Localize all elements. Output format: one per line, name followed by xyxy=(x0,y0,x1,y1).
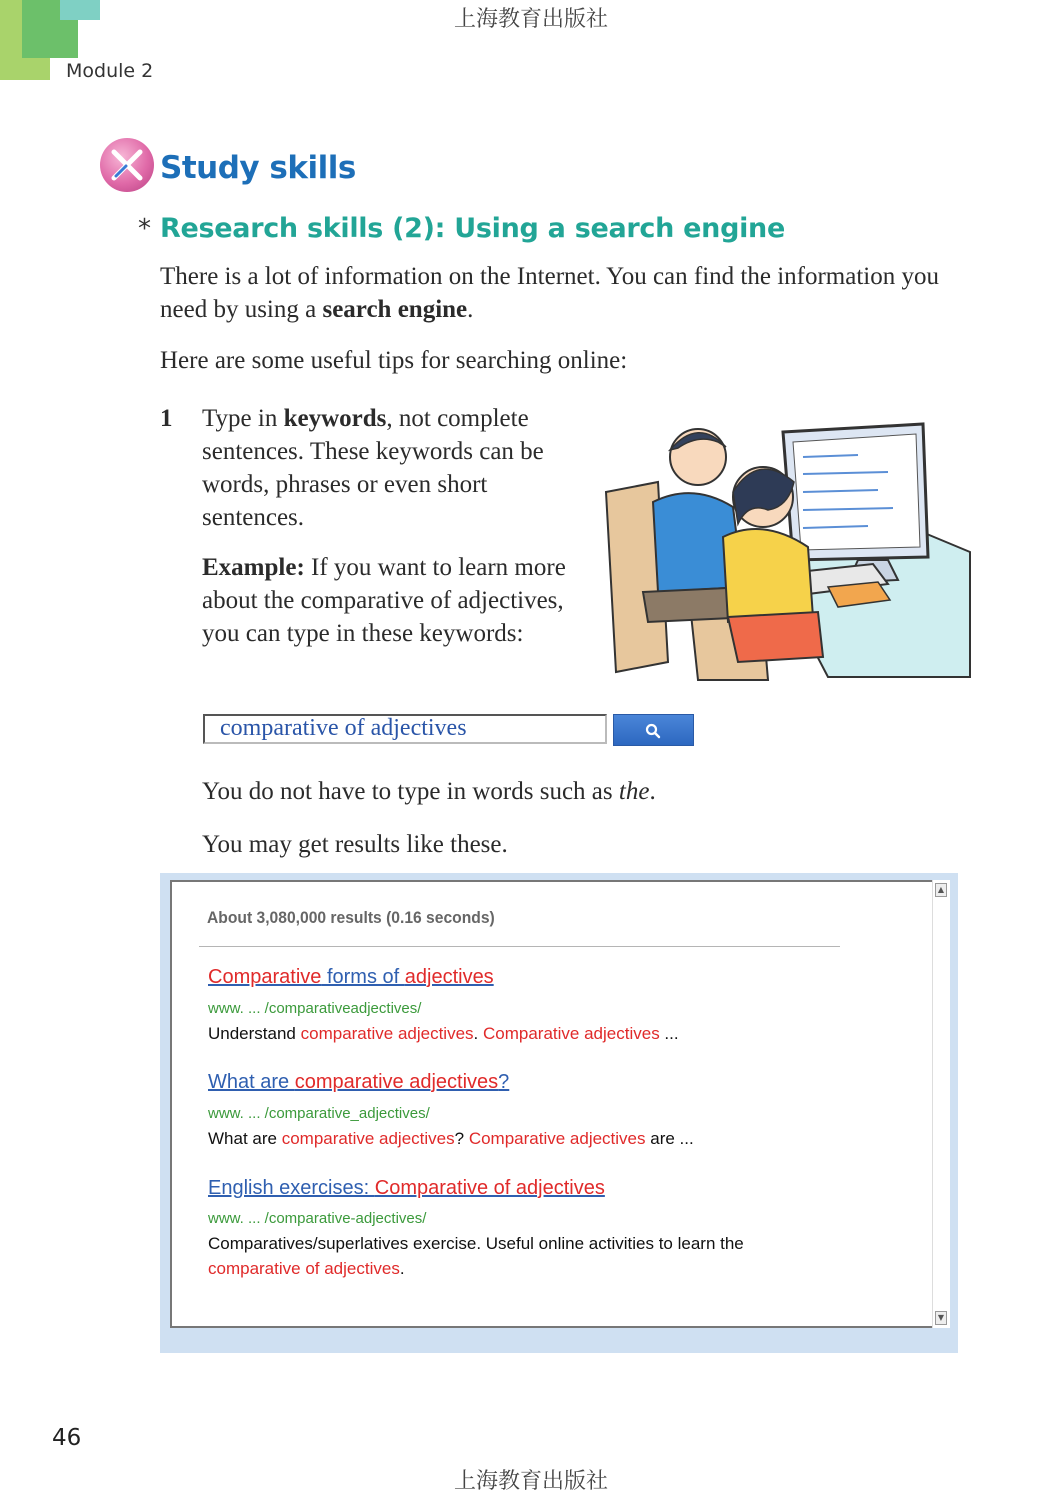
study-skills-title: Study skills xyxy=(160,150,356,186)
module-label: Module 2 xyxy=(66,60,154,82)
example-text: Example: If you want to learn more about the comparative of adjectives, you can type in these keywords: xyxy=(202,554,566,647)
result-title-link[interactable]: English exercises: Comparative of adjectives xyxy=(208,1177,605,1199)
asterisk-mark: * xyxy=(138,214,151,244)
note-no-the: You do not have to type in words such as the. xyxy=(202,778,656,805)
result-url: www. ... /comparative_adjectives/ xyxy=(208,1105,430,1122)
result-description-line2: comparative of adjectives. xyxy=(208,1259,405,1278)
search-button[interactable] xyxy=(613,714,694,746)
header-publisher: 上海教育出版社 xyxy=(453,7,608,32)
result-description: Comparatives/superlatives exercise. Useful online activities to learn the xyxy=(208,1234,744,1253)
section-title: Research skills (2): Using a search engine xyxy=(160,213,785,244)
tips-intro: Here are some useful tips for searching online: xyxy=(160,347,628,374)
result-description: Understand comparative adjectives. Comparative adjectives ... xyxy=(208,1024,679,1043)
divider xyxy=(199,946,840,947)
tip-text: Type in keywords, not complete sentences. These keywords can be words, phrases or even short sentences. xyxy=(202,405,544,531)
tools-icon xyxy=(100,138,154,192)
result-title-link[interactable]: What are comparative adjectives? xyxy=(208,1071,510,1093)
scroll-down-arrow-icon[interactable]: ▼ xyxy=(935,1311,947,1325)
intro-paragraph: There is a lot of information on the Internet. You can find the information you need by using a search engine. xyxy=(160,263,939,323)
result-description: What are comparative adjectives? Comparative adjectives are ... xyxy=(208,1129,694,1148)
scroll-up-arrow-icon[interactable]: ▲ xyxy=(935,883,947,897)
page-number: 46 xyxy=(52,1425,82,1451)
result-url: www. ... /comparative-adjectives/ xyxy=(208,1210,427,1227)
result-title-link[interactable]: Comparative forms of adjectives xyxy=(208,966,494,988)
scrollbar[interactable] xyxy=(932,880,950,1328)
tip-number: 1 xyxy=(160,405,173,432)
results-count: About 3,080,000 results (0.16 seconds) xyxy=(207,908,495,927)
search-query-text: comparative of adjectives xyxy=(220,715,467,741)
footer-publisher: 上海教育出版社 xyxy=(453,1469,608,1494)
results-intro: You may get results like these. xyxy=(202,831,508,858)
result-url: www. ... /comparativeadjectives/ xyxy=(208,1000,422,1017)
children-at-computer-illustration xyxy=(598,412,978,682)
search-icon xyxy=(645,723,661,739)
